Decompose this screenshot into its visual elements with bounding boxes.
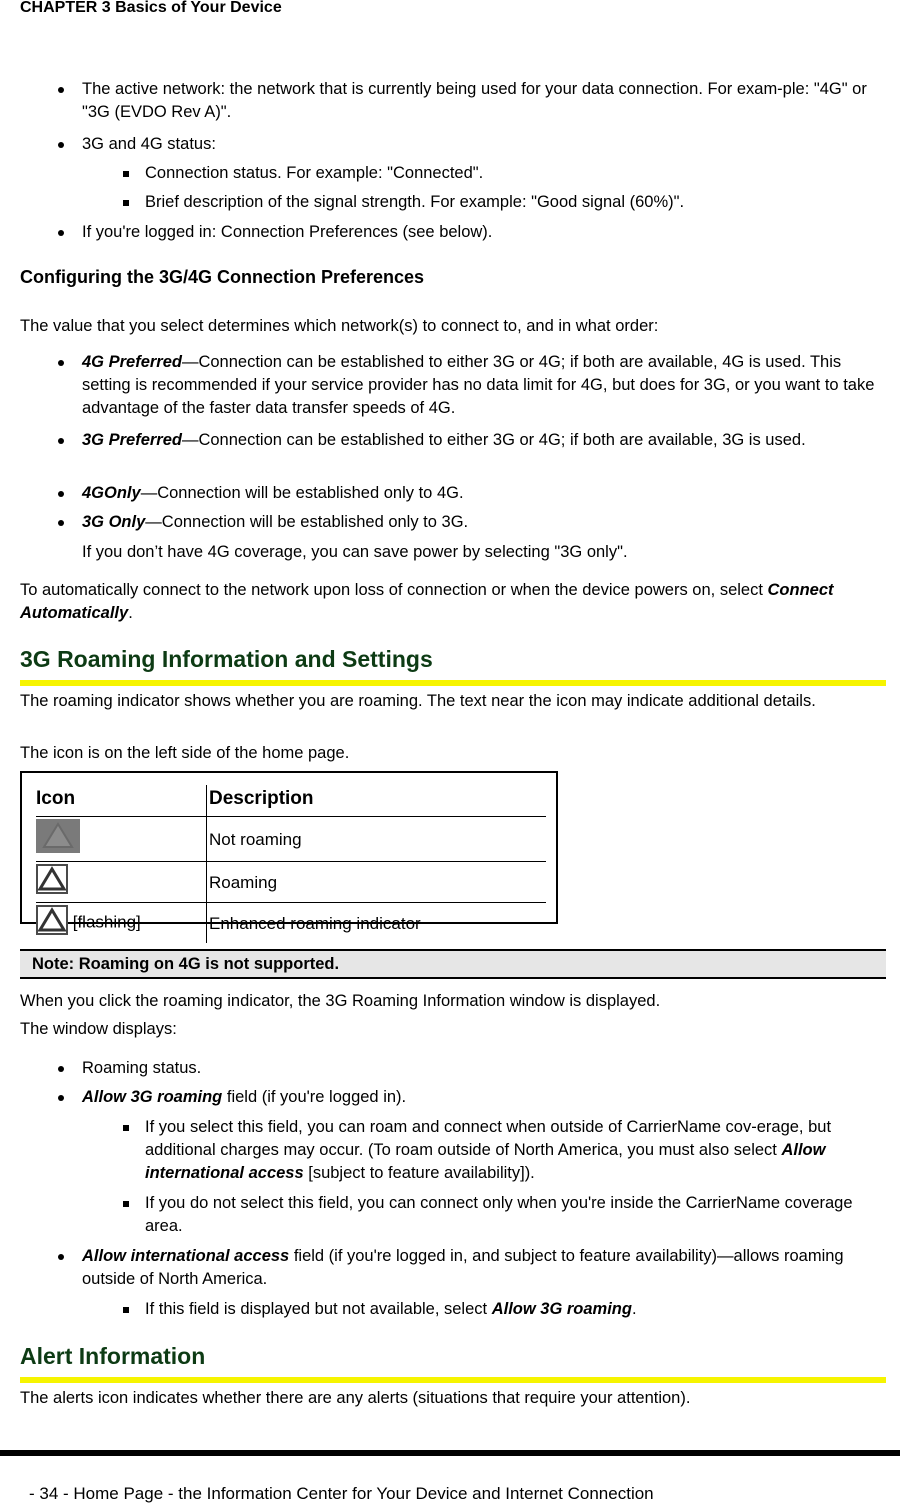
- table-row: [36, 903, 546, 944]
- alert-heading: Alert Information: [20, 1341, 886, 1383]
- list-item: 4GOnly—Connection will be established only to 4G.: [20, 482, 886, 505]
- footer-rule: [0, 1450, 900, 1456]
- table-cell-icon: [36, 817, 207, 862]
- prefs-option-4: [20, 511, 886, 534]
- roaming-para-2: The icon is on the left side of the home page.: [20, 744, 350, 762]
- table-row: [36, 862, 546, 903]
- chapter-header: CHAPTER 3 Basics of Your Device: [20, 0, 282, 16]
- roaming-sublist-1: [20, 1116, 886, 1185]
- table-cell-description: Roaming: [207, 862, 547, 903]
- list-item: Allow 3G roaming field (if you're logged in).: [20, 1086, 886, 1109]
- table-cell-description: Enhanced roaming indicator: [207, 903, 547, 944]
- table-cell-icon: [36, 862, 207, 903]
- list-item: If this field is displayed but not available, select Allow 3G roaming.: [20, 1298, 886, 1321]
- table-header-row: [36, 785, 546, 817]
- alert-paragraph: The alerts icon indicates whether there are any alerts (situations that require your attention).: [20, 1389, 691, 1407]
- roaming-list-3: [20, 1245, 886, 1291]
- list-item: 3G Only—Connection will be established only to 3G.: [20, 511, 886, 534]
- list-item: 3G and 4G status:: [20, 133, 886, 156]
- prefs-option-1: [20, 351, 886, 420]
- prefs-option-2: [20, 429, 886, 452]
- roaming-para-4: The window displays:: [20, 1020, 177, 1038]
- prefs-option-3: [20, 482, 886, 505]
- list-item: Brief description of the signal strength. For example: "Good signal (60%)".: [20, 191, 886, 214]
- intro-list-2: [20, 133, 886, 156]
- flashing-label: [flashing]: [72, 912, 141, 932]
- table-cell-description: Not roaming: [207, 817, 547, 862]
- roaming-list-1: [20, 1057, 886, 1080]
- roaming-para-1: The roaming indicator shows whether you are roaming. The text near the icon may indicate additional details.: [20, 692, 816, 710]
- table-cell-icon: [36, 903, 207, 944]
- intro-list: [20, 78, 886, 124]
- roaming-icon-table-frame: [20, 771, 558, 933]
- list-item: If you're logged in: Connection Preferences (see below).: [20, 221, 886, 244]
- list-item: The active network: the network that is currently being used for your data connection. For exam-ple: "4G" or "3G (EVDO Rev A)".: [20, 78, 886, 124]
- list-item: Roaming status.: [20, 1057, 886, 1080]
- roaming-heading: 3G Roaming Information and Settings: [20, 644, 886, 686]
- roaming-icon-table: [36, 785, 546, 943]
- list-item: Connection status. For example: "Connected".: [20, 162, 886, 185]
- table-row: [36, 817, 546, 862]
- prefs-heading: Configuring the 3G/4G Connection Preferences: [20, 267, 425, 287]
- roaming-list-2: [20, 1086, 886, 1109]
- roaming-para-3: When you click the roaming indicator, the 3G Roaming Information window is displayed.: [20, 992, 661, 1010]
- roaming-enhanced-icon: [36, 905, 68, 941]
- intro-list-3: [20, 221, 886, 244]
- roaming-note: Note: Roaming on 4G is not supported.: [20, 949, 886, 979]
- roaming-sublist-3: [20, 1298, 886, 1321]
- list-item: 3G Preferred—Connection can be established to either 3G or 4G; if both are available, 3G is used.: [20, 429, 886, 452]
- intro-sublist: [20, 162, 886, 185]
- list-item: Allow international access field (if you're logged in, and subject to feature availability)—allows roaming outside of North America.: [20, 1245, 886, 1291]
- roaming-sublist-2: [20, 1192, 886, 1238]
- roaming-icon: [36, 864, 68, 900]
- auto-connect-paragraph: To automatically connect to the network upon loss of connection or when the device powers on, select Connect Automatically.: [20, 581, 834, 622]
- prefs-option-4-note: If you don’t have 4G coverage, you can save power by selecting "3G only".: [82, 543, 628, 561]
- roaming-off-icon: [36, 819, 80, 859]
- page-footer: - 34 - Home Page - the Information Center for Your Device and Internet Connection: [29, 1484, 654, 1503]
- prefs-intro: The value that you select determines which network(s) to connect to, and in what order:: [20, 317, 659, 335]
- list-item: If you do not select this field, you can connect only when you're inside the CarrierName coverage area.: [20, 1192, 886, 1238]
- intro-sublist-2: [20, 191, 886, 214]
- list-item: If you select this field, you can roam and connect when outside of CarrierName cov-erage, but additional charges may occur. (To roam outside of North America, you must also select Allow international access [subject to feature availability]).: [20, 1116, 886, 1185]
- table-header-icon: Icon: [36, 785, 207, 817]
- table-header-description: Description: [207, 785, 547, 817]
- list-item: 4G Preferred—Connection can be established to either 3G or 4G; if both are available, 4G is used. This setting is recommended if your service provider has no data limit for 4G, but does for 3G, or you want to take advantage of the faster data transfer speeds of 4G.: [20, 351, 886, 420]
